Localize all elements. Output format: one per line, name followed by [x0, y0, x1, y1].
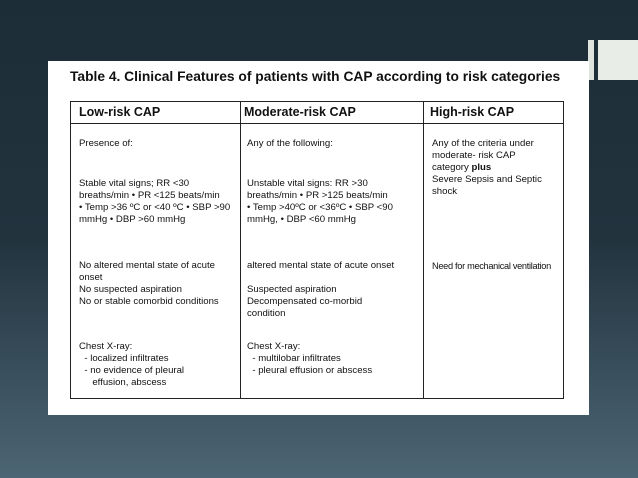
high-risk-plus-keyword: plus	[471, 162, 492, 173]
moderate-risk-vitals: Unstable vital signs: RR >30 breaths/min • PR >125 beats/min • Temp >40ºC or <36ºC • SBP <90 mmHg, • DBP <60 mmHg	[247, 178, 393, 225]
low-risk-presence: Presence of:	[79, 138, 133, 149]
moderate-risk-header: Moderate-risk CAP	[241, 102, 423, 124]
accent-box	[598, 40, 638, 80]
table-title: Table 4. Clinical Features of patients with CAP according to risk categories	[70, 69, 561, 84]
moderate-risk-chest-xray: Chest X-ray: - multilobar infiltrates - pleural effusion or abscess	[247, 341, 373, 376]
low-risk-column	[71, 102, 241, 398]
high-risk-header: High-risk CAP	[424, 102, 563, 124]
moderate-risk-presence: Any of the following:	[247, 138, 333, 149]
low-risk-chest-xray: Chest X-ray: - localized infiltrates - no evidence of pleural effusion, abscess	[79, 341, 185, 388]
high-risk-criteria-text: Any of the criteria under moderate- risk CAP category	[432, 138, 534, 173]
moderate-risk-column	[241, 102, 424, 398]
low-risk-header: Low-risk CAP	[71, 102, 240, 124]
high-risk-criteria	[432, 138, 561, 198]
low-risk-vitals: Stable vital signs; RR <30 breaths/min • PR <125 beats/min • Temp >36 ºC or <40 ºC • SBP >90 mmHg • DBP >60 mmHg	[79, 178, 231, 225]
moderate-risk-mental-state: altered mental state of acute onset Suspected aspiration Decompensated co-morbid condition	[247, 260, 395, 319]
high-risk-column	[424, 102, 563, 398]
high-risk-mechanical-ventilation: Need for mechanical ventilation	[432, 261, 551, 271]
risk-table	[70, 101, 564, 399]
slide-content	[48, 61, 589, 415]
high-risk-sepsis-text: Severe Sepsis and Septic shock	[432, 174, 542, 197]
low-risk-mental-state: No altered mental state of acute onset No suspected aspiration No or stable comorbid conditions	[79, 260, 219, 307]
